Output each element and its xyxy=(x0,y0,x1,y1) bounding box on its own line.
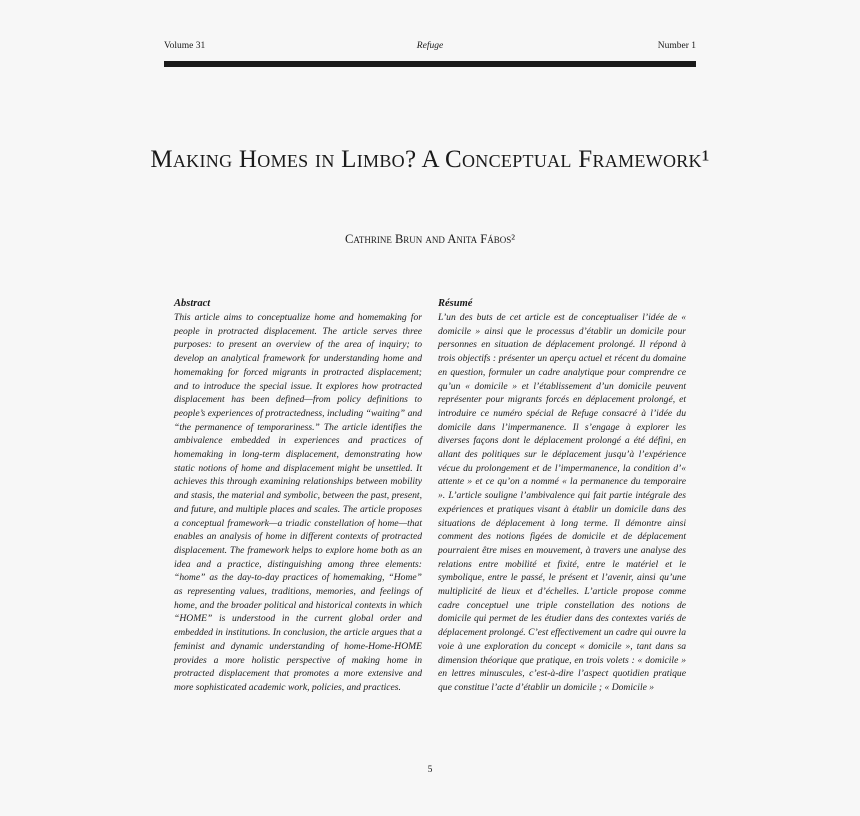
journal-name: Refuge xyxy=(416,41,444,51)
running-head xyxy=(164,39,696,53)
volume-label: Volume 31 xyxy=(164,41,206,51)
article-title: Making Homes in Limbo? A Conceptual Framework¹ xyxy=(150,146,710,173)
issue-number: Number 1 xyxy=(657,41,696,51)
abstract-column xyxy=(174,297,422,695)
header-rule xyxy=(164,61,696,67)
resume-text: L’un des buts de cet article est de conceptualiser l’idée de « domicile » ainsi que le processus d’établir un domicile pour personnes en situation de déplacement prolongé. Il répond à trois objectifs : présenter un aperçu actuel et récent du domaine en question, formuler un cadre analytique pour comprendre ce qu’un « domicile » et l’établissement d’un domicile peuvent représenter pour migrants forcés en déplacement prolongé, et introduire ce numéro spécial de Refuge consacré à l’idée du domicile dans l’impermanence. Il s’engage à explorer les diverses façons dont le déplacement prolongé a été défini, en allant des politiques sur le déplacement jusqu’à l’expérience vécue du prolongement et de l’impermanence, la condition d’« attente » et ce qu’on a nommé « la permanence du temporaire ». L’article souligne l’ambivalence qui fait partie intégrale des expériences et pratiques visant à établir un domicile dans des situations de déplacement à long terme. Il démontre ainsi comment des notions figées de domicile et de déplacement pourraient être mises en mouvement, à travers une analyse des relations entre mobilité et fixité, entre le matériel et le symbolique, entre le passé, le présent et l’avenir, ainsi qu’une multiplicité de lieux et d’échelles. L’article propose comme cadre conceptuel une triple constellation des notions de domicile qui permet de les étudier dans des contextes variés de déplacement prolongé. C’est effectivement un cadre qui ouvre la voie à une exploration du concept « domicile », tant dans sa dimension théorique que pratique, en trois volets : « domicile » en lettres minuscules, c’est-à-dire l’aspect quotidien pratique que constitue l’acte d’établir un domicile ; « Domicile » xyxy=(438,312,686,693)
page-number: 5 xyxy=(427,765,433,775)
resume-column xyxy=(438,297,686,695)
resume-heading: Résumé xyxy=(438,298,473,309)
abstract-text: This article aims to conceptualize home and homemaking for people in protracted displacement. The article serves three purposes: to present an overview of the area of inquiry; to develop an analytical framework for understanding home and homemaking for forced migrants in protracted displacement; and to introduce the special issue. It explores how protracted displacement has been defined—from policy definitions to people’s experiences of protractedness, including “waiting” and “the permanence of temporariness.” The article identifies the ambivalence embedded in experiences and practices of homemaking in long-term displacement, demonstrating how static notions of home and displacement might be unsettled. It achieves this through examining relationships between mobility and stasis, the material and symbolic, between the past, present, and future, and multiple places and scales. The article proposes a conceptual framework—a triadic constellation of home—that enables an analysis of home in different contexts of protracted displacement. The framework helps to explore home both as an idea and a practice, distinguishing among three elements: “home” as the day-to-day practices of homemaking, “Home” as representing values, traditions, memories, and feelings of home, and the broader political and historical contexts in which “HOME” is understood in the current global order and embedded in institutions. In conclusion, the article argues that a feminist and dynamic understanding of home-Home-HOME provides a more holistic perspective of making home in protracted displacement that promotes a more extensive and more sophisticated academic work, policies, and practices. xyxy=(174,312,422,693)
abstract-heading: Abstract xyxy=(174,298,211,309)
article-authors: Cathrine Brun and Anita Fábos² xyxy=(345,232,515,246)
